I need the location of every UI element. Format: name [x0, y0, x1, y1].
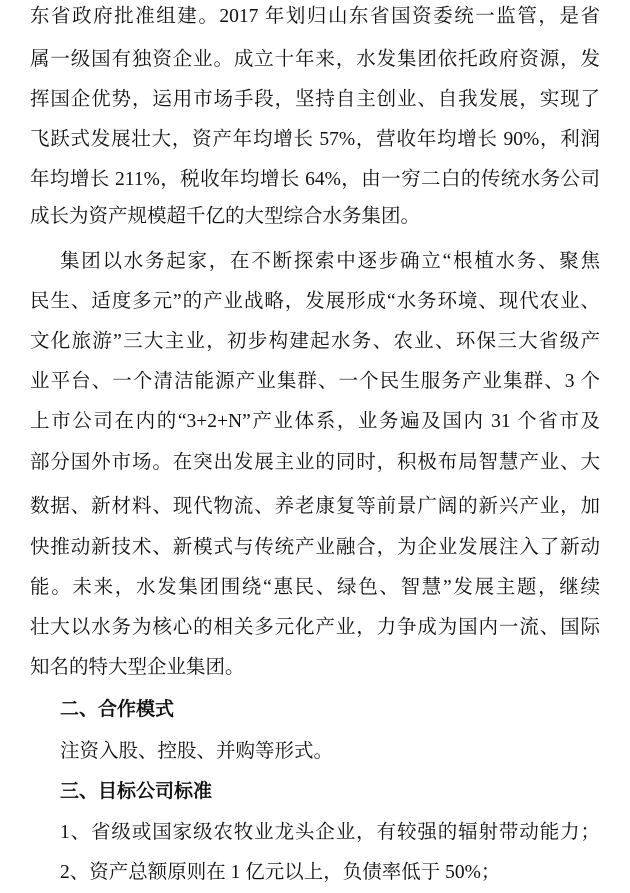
list-item: 2、资产总额原则在 1 亿元以上，负债率低于 50%；: [60, 862, 501, 883]
section-heading-cooperation-mode: 二、合作模式: [60, 699, 175, 720]
text-line: 集团以水务起家，在不断探索中逐步确立“根植水务、聚焦: [60, 251, 600, 272]
list-item: 1、省级或国家级农牧业龙头企业，有较强的辐射带动能力；: [60, 822, 600, 843]
text-line: 知名的特大型企业集团。: [30, 657, 245, 678]
text-line: 年均增长 211%，税收年均增长 64%，由一穷二白的传统水务公司: [30, 169, 600, 190]
text-line: 注资入股、控股、并购等形式。: [60, 741, 334, 762]
text-line: 上市公司在内的“3+2+N”产业体系，业务遍及国内 31 个省市及: [30, 411, 600, 432]
text-line: 业平台、一个清洁能源产业集群、一个民生服务产业集群、3 个: [30, 371, 600, 392]
text-line: 成长为资产规模超千亿的大型综合水务集团。: [30, 206, 421, 227]
section-heading-target-criteria: 三、目标公司标准: [60, 781, 213, 802]
text-line: 民生、适度多元”的产业战略，发展形成“水务环境、现代农业、: [30, 291, 600, 312]
text-line: 部分国外市场。在突出发展主业的同时，积极布局智慧产业、大: [30, 452, 600, 473]
text-line: 能。未来，水发集团围绕“惠民、绿色、智慧”发展主题，继续: [30, 577, 600, 598]
text-line: 属一级国有独资企业。成立十年来，水发集团依托政府资源，发: [30, 49, 600, 70]
text-line: 快推动新技术、新模式与传统产业融合，为企业发展注入了新动: [30, 537, 600, 558]
text-line: 数据、新材料、现代物流、养老康复等前景广阔的新兴产业，加: [30, 496, 600, 517]
text-line: 东省政府批准组建。2017 年划归山东省国资委统一监管，是省: [30, 6, 600, 27]
text-line: 壮大以水务为核心的相关多元化产业，力争成为国内一流、国际: [30, 617, 600, 638]
text-line: 飞跃式发展壮大，资产年均增长 57%，营收年均增长 90%，利润: [30, 129, 600, 150]
text-line: 挥国企优势，运用市场手段，坚持自主创业、自我发展，实现了: [30, 89, 600, 110]
text-line: 文化旅游”三大主业，初步构建起水务、农业、环保三大省级产: [30, 331, 600, 352]
